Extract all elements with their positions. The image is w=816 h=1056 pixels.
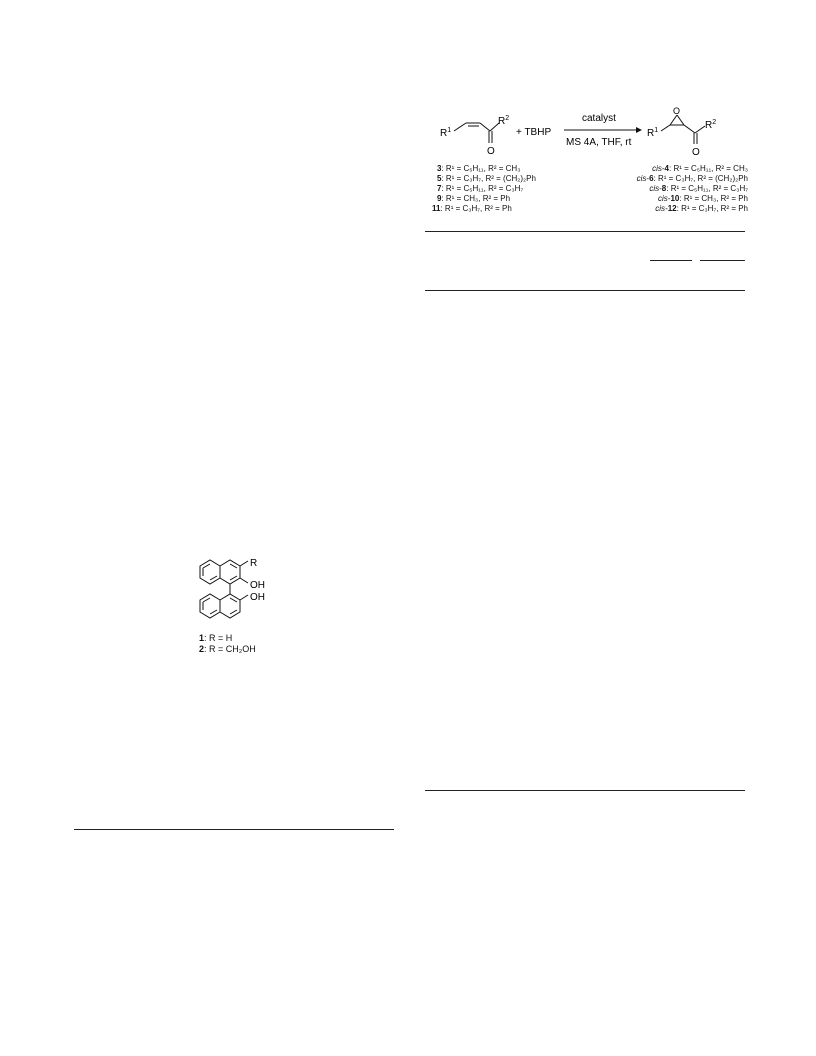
- binol-oh-bottom: OH: [250, 592, 265, 603]
- table-subheader-rule-2: [700, 260, 745, 261]
- legend-row-cis-8: cis-8: R¹ = C₅H₁₁, R² = C₃H₇: [649, 184, 748, 193]
- substrate-r2: $R^2$: [498, 115, 510, 127]
- legend-row-cis-6: cis-6: R¹ = C₃H₇, R² = (CH₂)₂Ph: [636, 174, 748, 183]
- binol-legend-row-2: 2: R = CH₂OH: [199, 644, 256, 654]
- product-carbonyl-oxygen: O: [692, 147, 700, 158]
- table-bottom-rule: [425, 790, 745, 791]
- substrate-r1: $R^1$: [440, 127, 452, 139]
- product-r2: $R^2$: [705, 119, 717, 131]
- product-structure: [661, 115, 705, 144]
- substrate-structure: [454, 123, 499, 143]
- legend-row-cis-10: cis-10: R¹ = CH₃, R² = Ph: [658, 194, 748, 203]
- lower-naphthalene-right-ring: [220, 594, 240, 618]
- product-r1: $R^1$: [647, 127, 659, 139]
- table-top-rule: [425, 231, 745, 232]
- arrow-head-icon: [636, 127, 642, 133]
- footnote-rule: [74, 829, 394, 830]
- legend-row-5: 5: R¹ = C₃H₇, R² = (CH₂)₂Ph: [437, 174, 536, 183]
- catalyst-label: catalyst: [582, 113, 616, 124]
- binol-oh-top: OH: [250, 580, 265, 591]
- binol-legend: [199, 633, 256, 655]
- legend-row-9: 9: R¹ = CH₃, R² = Ph: [437, 194, 511, 203]
- binol-structure: [190, 556, 290, 634]
- table-subheader-rule-1: [650, 260, 692, 261]
- upper-naphthalene-right-ring: [220, 560, 240, 584]
- product-legend: [606, 164, 748, 214]
- table-header-rule: [425, 290, 745, 291]
- epoxide-oxygen: O: [673, 106, 681, 116]
- legend-row-11: 11: R¹ = C₃H₇, R² = Ph: [432, 204, 512, 213]
- legend-row-cis-12: cis-12: R¹ = C₃H₇, R² = Ph: [655, 204, 748, 213]
- substrate-carbonyl-oxygen: O: [487, 146, 495, 157]
- legend-row-7: 7: R¹ = C₅H₁₁, R² = C₃H₇: [437, 184, 524, 193]
- binol-r-label: R: [250, 558, 258, 569]
- legend-row-3: 3: R¹ = C₅H₁₁, R² = CH₃: [437, 164, 521, 173]
- binol-legend-row-1: 1: R = H: [199, 633, 233, 643]
- legend-row-cis-4: cis-4: R¹ = C₅H₁₁, R² = CH₃: [652, 164, 748, 173]
- reaction-scheme: [430, 104, 750, 166]
- tbhp-reagent: + TBHP: [516, 127, 552, 138]
- conditions-label: MS 4A, THF, rt: [566, 137, 632, 148]
- substrate-legend: [432, 164, 553, 214]
